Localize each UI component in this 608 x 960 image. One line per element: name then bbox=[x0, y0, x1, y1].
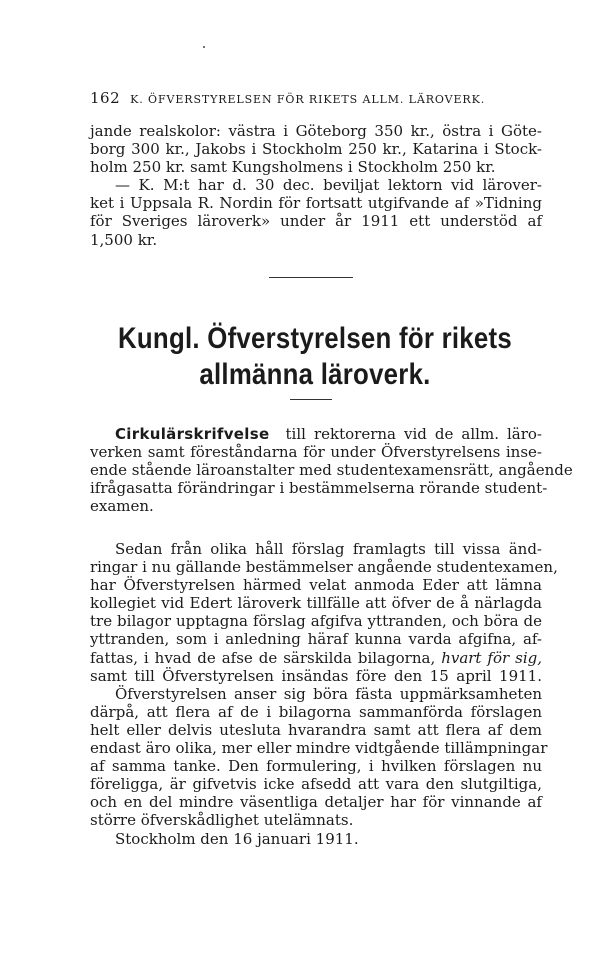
section-title-line-2: allmänna läroverk. bbox=[199, 358, 431, 391]
circular-lead-word: Cirkulärskrifvelse bbox=[115, 425, 270, 443]
text-line: kollegiet vid Edert läroverk tillfälle att öfver de å närlagda bbox=[90, 594, 542, 613]
text-line: verken samt föreståndarna för under Öfverstyrelsens inse- bbox=[90, 443, 542, 462]
text-line: större öfverskådlighet utelämnats. bbox=[90, 811, 354, 830]
top-paragraph bbox=[90, 122, 542, 249]
text-line: af samma tanke. Den formulering, i hvilken förslagen nu bbox=[90, 757, 542, 776]
text-line: jande realskolor: västra i Göteborg 350 kr., östra i Göte- bbox=[90, 122, 542, 140]
text-line: för Sveriges läroverk» under år 1911 ett understöd af bbox=[90, 212, 542, 231]
text-line: ifrågasatta förändringar i bestämmelserna rörande student- bbox=[90, 479, 548, 498]
text-line: endast äro olika, mer eller mindre vidtgående tillämpningar bbox=[90, 739, 548, 758]
text-line-with-emphasis bbox=[90, 649, 542, 667]
text-line: tre bilagor upptagna förslag afgifva yttranden, och böra de bbox=[90, 612, 542, 631]
body-paragraph bbox=[90, 540, 558, 848]
text-line: — K. M:t har d. 30 dec. beviljat lektorn vid lärover- bbox=[115, 176, 542, 195]
emphasis-text: hvart för sig, bbox=[441, 648, 542, 667]
text-line: Sedan från olika håll förslag framlagts till vissa änd- bbox=[115, 540, 542, 558]
text-line: föreligga, är gifvetvis icke afsedd att vara den slutgiltiga, bbox=[90, 775, 542, 794]
text-line: ringar i nu gällande bestämmelser angående studentexamen, bbox=[90, 558, 558, 577]
text-line: ende stående läroanstalter med studentexamensrätt, angående bbox=[90, 461, 573, 480]
circular-first-line-rest: till rektorerna vid de allm. läro- bbox=[285, 425, 543, 443]
circular-heading bbox=[90, 425, 573, 516]
title-underline bbox=[290, 399, 332, 400]
text-line: har Öfverstyrelsen härmed velat anmoda Eder att lämna bbox=[90, 576, 542, 595]
em-line-start: fattas, i hvad de afse de särskilda bilagorna, bbox=[90, 648, 442, 667]
text-line: examen. bbox=[90, 497, 154, 516]
text-line: 1,500 kr. bbox=[90, 230, 158, 249]
running-title: K. ÖFVERSTYRELSEN FÖR RIKETS ALLM. LÄROVERK. bbox=[130, 93, 486, 106]
section-divider bbox=[269, 277, 353, 278]
text-line: samt till Öfverstyrelsen insändas före den 15 april 1911. bbox=[90, 666, 542, 685]
text-line: yttranden, som i anledning häraf kunna varda afgifna, af- bbox=[90, 630, 542, 649]
circular-first-line bbox=[90, 425, 542, 443]
closing-line: Stockholm den 16 januari 1911. bbox=[115, 829, 359, 848]
text-line: Öfverstyrelsen anser sig böra fästa uppmärksamheten bbox=[115, 684, 542, 703]
text-line: holm 250 kr. samt Kungsholmens i Stockholm 250 kr. bbox=[90, 158, 496, 177]
text-line: borg 300 kr., Jakobs i Stockholm 250 kr., Katarina i Stock- bbox=[90, 140, 542, 159]
page-speck bbox=[203, 46, 205, 48]
page-number: 162 bbox=[90, 89, 121, 107]
text-line: ket i Uppsala R. Nordin för fortsatt utgifvande af »Tidning bbox=[90, 194, 542, 213]
text-line: helt eller delvis utesluta hvarandra samt att flera af dem bbox=[90, 720, 542, 739]
text-line: därpå, att flera af de i bilagorna sammanförda förslagen bbox=[90, 702, 542, 721]
running-header bbox=[90, 89, 530, 107]
section-title-line-1: Kungl. Öfverstyrelsen för rikets bbox=[118, 322, 512, 355]
text-line: och en del mindre väsentliga detaljer har för vinnande af bbox=[90, 793, 542, 812]
